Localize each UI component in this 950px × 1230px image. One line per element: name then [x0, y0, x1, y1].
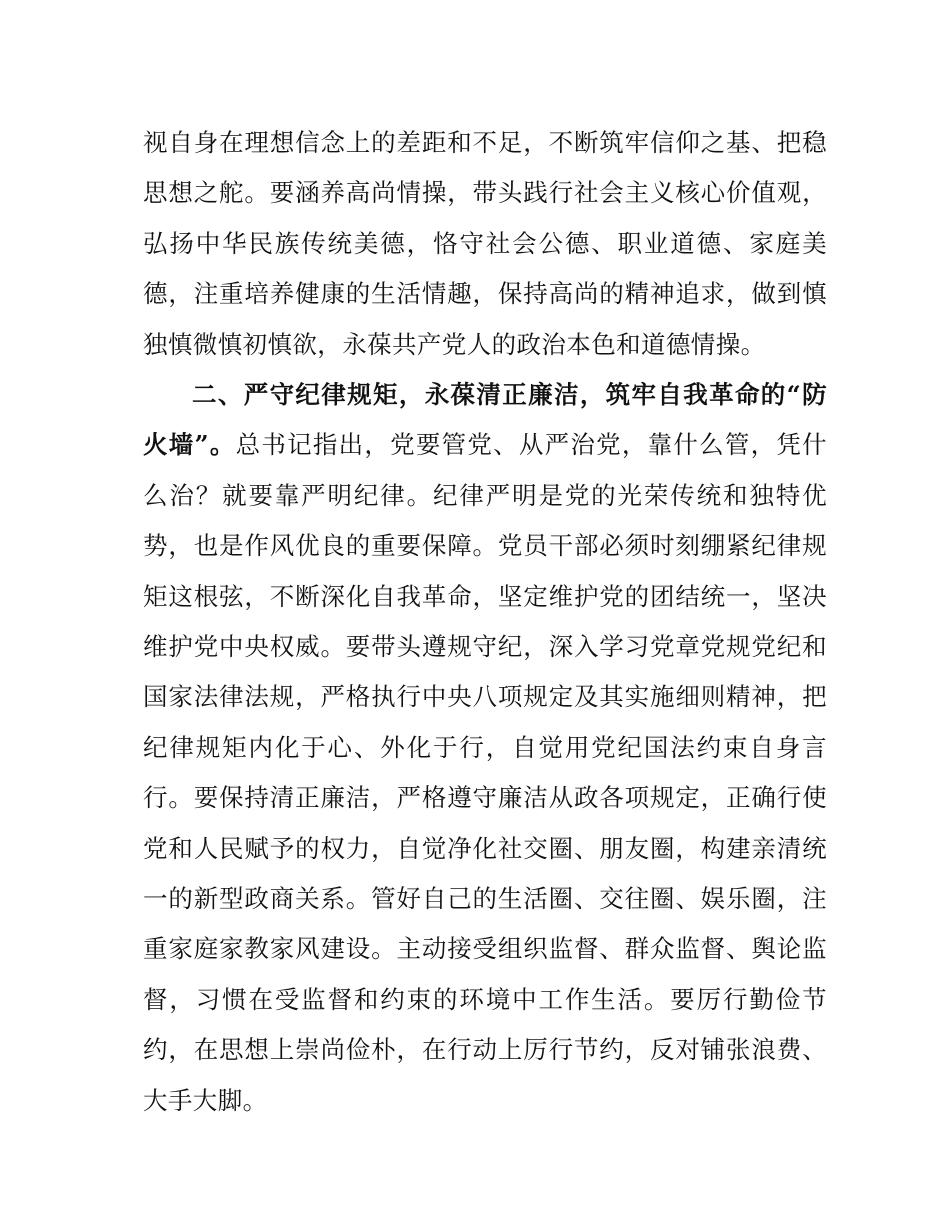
section-two-body: 总书记指出，党要管党、从严治党，靠什么管，凭什么治？就要靠严明纪律。纪律严明是党的光荣传统和独特优势，也是作风优良的重要保障。党员干部必须时刻绷紧纪律规矩这根弦，不断深化自我革命，坚定维护党的团结统一，坚决维护党中央权威。要带头遵规守纪，深入学习党章党规党纪和国家法律法规，严格执行中央八项规定及其实施细则精神，把纪律规矩内化于心、外化于行，自觉用党纪国法约束自身言行。要保持清正廉洁，严格遵守廉洁从政各项规定，正确行使党和人民赋予的权力，自觉净化社交圈、朋友圈，构建亲清统一的新型政商关系。管好自己的生活圈、交往圈、娱乐圈，注重家庭家教家风建设。主动接受组织监督、群众监督、舆论监督，习惯在受监督和约束的环境中工作生活。要厉行勤俭节约，在思想上崇尚俭朴，在行动上厉行节约，反对铺张浪费、大手大脚。 — [143, 430, 827, 1115]
section-two-heading: 二、严守纪律规矩，永葆清正廉洁，筑牢自我革命的“防火墙”。 — [143, 380, 827, 460]
section-two-paragraph — [143, 370, 827, 1126]
paragraph-continuation: 视自身在理想信念上的差距和不足，不断筑牢信仰之基、把稳思想之舵。要涵养高尚情操，带头践行社会主义核心价值观，弘扬中华民族传统美德，恪守社会公德、职业道德、家庭美德，注重培养健康的生活情趣，保持高尚的精神追求，做到慎独慎微慎初慎欲，永葆共产党人的政治本色和道德情操。 — [143, 128, 827, 359]
